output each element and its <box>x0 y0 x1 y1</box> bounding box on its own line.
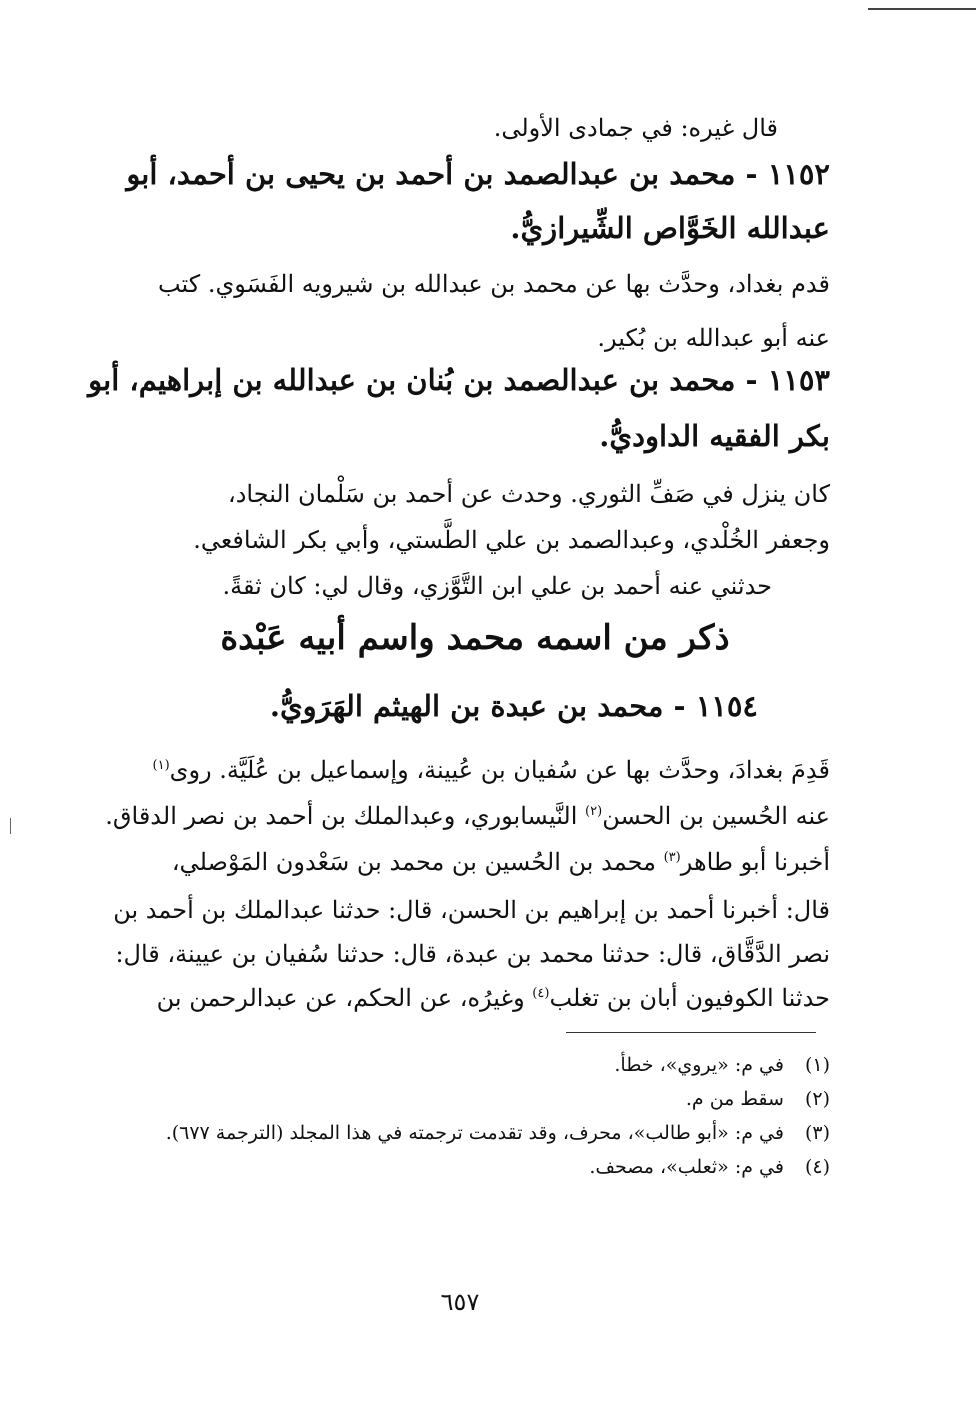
footnote <box>614 1054 830 1076</box>
scan-gutter-mark <box>10 818 11 834</box>
footnote-number: (١) <box>804 1054 830 1076</box>
text-span: حدثنا الكوفيون أبان بن تغلب <box>549 984 830 1012</box>
text-span: النَّيسابوري، وعبدالملك بن أحمد بن نصر الدقاق. <box>105 802 586 830</box>
text-line: قال: أخبرنا أحمد بن إبراهيم بن الحسن، قال: حدثنا عبدالملك بن أحمد بن <box>113 896 830 924</box>
entry-heading-1154: ١١٥٤ - محمد بن عبدة بن الهيثم الهَرَويُّ. <box>269 689 758 723</box>
page-number: ٦٥٧ <box>440 1288 480 1316</box>
footnote-number: (٢) <box>804 1088 830 1110</box>
footnote-ref: (٢) <box>585 804 603 819</box>
text-span: وغيرُه، عن الحكم، عن عبدالرحمن بن <box>156 984 533 1012</box>
text-line: حدثني عنه أحمد بن علي ابن التَّوَّزي، وقال لي: كان ثقةً. <box>222 572 772 600</box>
footnote <box>166 1122 830 1144</box>
text-line: وجعفر الخُلْدي، وعبدالصمد بن علي الطَّستي، وأبي بكر الشافعي. <box>193 526 830 554</box>
footnote-text: سقط من م. <box>685 1088 784 1110</box>
text-line: عنه أبو عبدالله بن بُكير. <box>597 324 830 352</box>
text-span: محمد بن الحُسين بن محمد بن سَعْدون المَوْصلي، <box>171 848 664 876</box>
text-line: قدم بغداد، وحدَّث بها عن محمد بن عبدالله بن شيرويه الفَسَوي. كتب <box>157 270 830 298</box>
text-line: قال غيره: في جمادى الأولى. <box>493 114 778 142</box>
footnote-number: (٣) <box>804 1122 830 1144</box>
footnote-ref: (٤) <box>532 986 550 1001</box>
text-line <box>105 804 830 828</box>
footnote-text: في م: «ثعلب»، مصحف. <box>589 1156 784 1178</box>
footnote-ref: (١) <box>152 758 170 773</box>
footnote-number: (٤) <box>804 1156 830 1178</box>
text-line <box>157 986 830 1010</box>
section-title: ذكر من اسمه محمد واسم أبيه عَبْدة <box>220 618 730 658</box>
footnote-ref: (٣) <box>663 850 681 865</box>
footnote-text: في م: «يروي»، خطأ. <box>614 1054 784 1076</box>
footnote <box>686 1088 830 1110</box>
footnote-separator <box>566 1032 816 1033</box>
text-line: نصر الدَّقَّاق، قال: حدثنا محمد بن عبدة، قال: حدثنا سُفيان بن عيينة، قال: <box>115 940 830 968</box>
text-span: قَدِمَ بغدادَ، وحدَّث بها عن سُفيان بن عُيينة، وإسماعيل بن عُلَيَّة. روى <box>169 756 830 784</box>
entry-heading-1153: ١١٥٣ - محمد بن عبدالصمد بن بُنان بن عبدالله بن إبراهيم، أبو <box>88 363 830 397</box>
entry-heading-1152: ١١٥٢ - محمد بن عبدالصمد بن أحمد بن يحيى بن أحمد، أبو <box>126 157 830 191</box>
text-line <box>153 758 830 782</box>
scan-corner-mark <box>868 8 976 10</box>
entry-heading-1152-continued: عبدالله الخَوَّاص الشِّيرازيُّ. <box>510 211 830 245</box>
footnote <box>589 1156 830 1178</box>
entry-heading-1153-continued: بكر الفقيه الداوديُّ. <box>599 419 830 453</box>
text-span: أخبرنا أبو طاهر <box>680 848 830 876</box>
text-span: عنه الحُسين بن الحسن <box>602 802 830 830</box>
text-line: كان ينزل في صَفِّ الثوري. وحدث عن أحمد بن سَلْمان النجاد، <box>227 480 830 508</box>
footnote-text: في م: «أبو طالب»، محرف، وقد تقدمت ترجمته في هذا المجلد (الترجمة ٦٧٧). <box>165 1122 784 1144</box>
text-line <box>172 850 830 874</box>
